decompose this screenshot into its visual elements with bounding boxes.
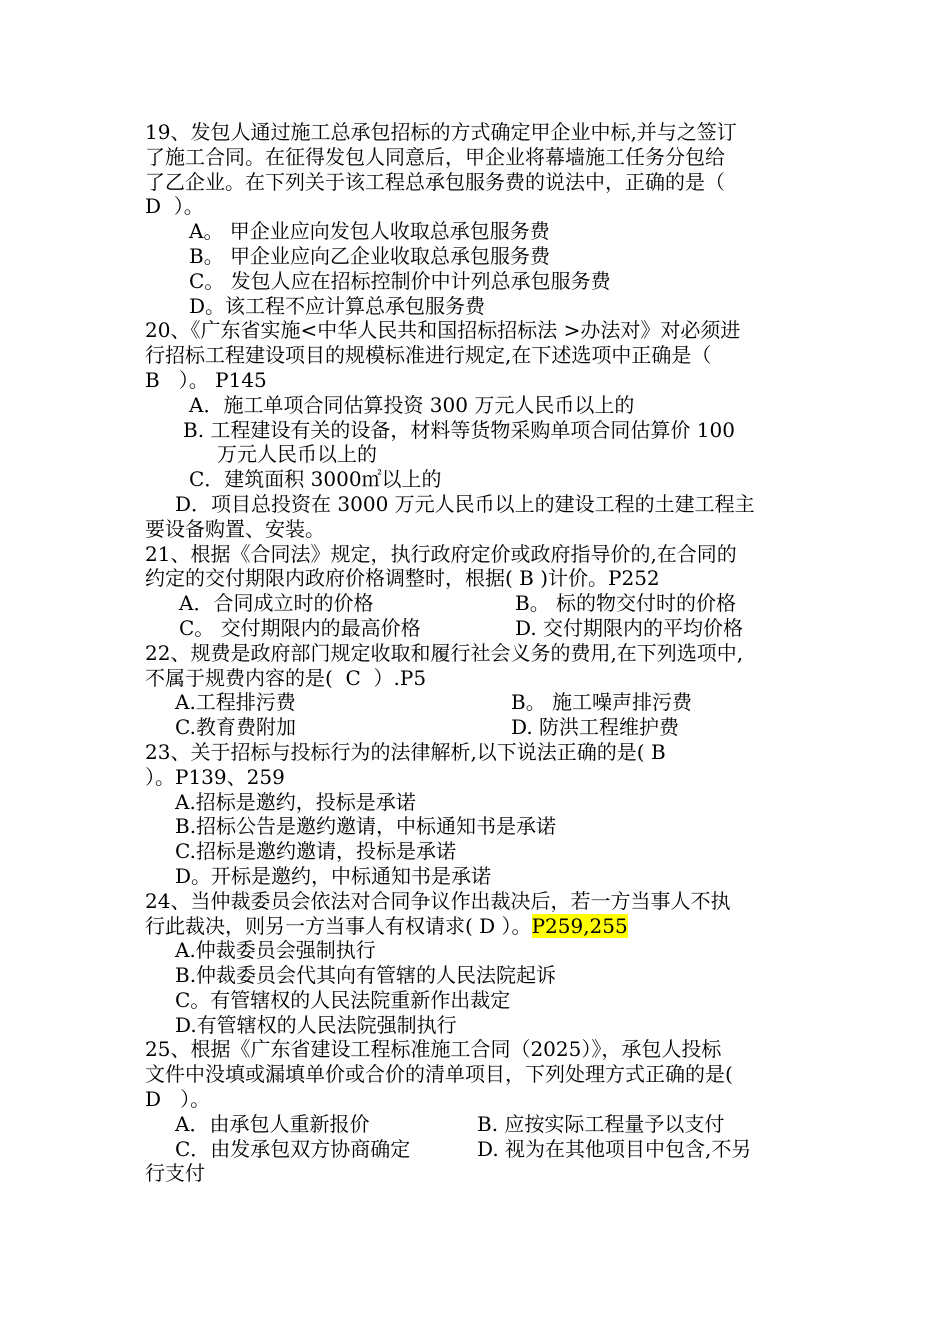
question-21 — [145, 542, 815, 641]
question-text: 24、当仲裁委员会依法对合同争议作出裁决后，若一方当事人不执 — [145, 888, 731, 913]
option-b: B. 应按实际工程量予以支付 — [477, 1111, 725, 1136]
option-a: A．由承包人重新报价 — [175, 1111, 370, 1136]
question-text: 20、《广东省实施<中华人民共和国招标招标法 >办法对》对必须进 — [145, 318, 741, 343]
question-text: 22、规费是政府部门规定收取和履行社会义务的费用,在下列选项中, — [145, 640, 744, 665]
options-row — [145, 616, 815, 641]
option-d: D. 视为在其他项目中包含,不另 — [477, 1136, 752, 1161]
option-c: C.教育费附加 — [175, 715, 296, 740]
highlighted-page-ref: P259,255 — [531, 913, 628, 938]
options-row — [145, 591, 815, 616]
option-d-continued: 要设备购置、安装。 — [145, 516, 325, 541]
question-19 — [145, 120, 815, 318]
question-23 — [145, 740, 815, 889]
question-20 — [145, 318, 815, 541]
question-text-main: 行此裁决，则另一方当事人有权请求( D ）。 — [145, 913, 532, 938]
option-c: C。有管辖权的人民法院重新作出裁定 — [175, 987, 511, 1012]
option-c: C．建筑面积 3000㎡以上的 — [189, 467, 442, 492]
question-24 — [145, 889, 815, 1038]
option-d: D. 防洪工程维护费 — [511, 715, 680, 740]
question-text: 了施工合同。在征得发包人同意后，甲企业将幕墙施工任务分包给 — [145, 144, 725, 169]
option-b: B。 施工噪声排污费 — [511, 690, 693, 715]
option-a: A。 甲企业应向发包人收取总承包服务费 — [189, 219, 550, 244]
option-c: C.招标是邀约邀请，投标是承诺 — [175, 839, 456, 864]
option-d: D．项目总投资在 3000 万元人民币以上的建设工程的土建工程主 — [175, 491, 755, 516]
question-text: D ）。 — [145, 194, 204, 219]
option-b: B. 工程建设有关的设备，材料等货物采购单项合同估算价 100 — [183, 417, 735, 442]
option-d: D。该工程不应计算总承包服务费 — [189, 293, 486, 318]
option-d: D. 交付期限内的平均价格 — [515, 615, 744, 640]
option-a: A．施工单项合同估算投资 300 万元人民币以上的 — [189, 392, 635, 417]
option-c: C。 发包人应在招标控制价中计列总承包服务费 — [189, 268, 611, 293]
question-25 — [145, 1037, 815, 1186]
option-b: B.招标公告是邀约邀请，中标通知书是承诺 — [175, 814, 557, 839]
question-text: D ）。 — [145, 1087, 211, 1112]
option-c: C。 交付期限内的最高价格 — [179, 615, 421, 640]
options-row — [145, 715, 815, 740]
question-text — [145, 914, 815, 939]
option-c: C．由发承包双方协商确定 — [175, 1136, 411, 1161]
options-row — [145, 1112, 815, 1137]
question-22 — [145, 641, 815, 740]
option-b: B.仲裁委员会代其向有管辖的人民法院起诉 — [175, 963, 557, 988]
question-text: 文件中没填或漏填单价或合价的清单项目，下列处理方式正确的是( — [145, 1062, 733, 1087]
question-text: 25、根据《广东省建设工程标准施工合同（2025）》，承包人投标 — [145, 1037, 722, 1062]
option-a: A.工程排污费 — [175, 690, 296, 715]
question-text: B ）。 P145 — [145, 367, 267, 392]
option-a: A.招标是邀约，投标是承诺 — [175, 789, 416, 814]
question-text: 21、根据《合同法》规定，执行政府定价或政府指导价的,在合同的 — [145, 541, 737, 566]
option-b-continued: 万元人民币以上的 — [217, 442, 377, 467]
question-text: 了乙企业。在下列关于该工程总承包服务费的说法中，正确的是（ — [145, 169, 725, 194]
option-a: A．合同成立时的价格 — [179, 591, 374, 616]
document-page — [145, 120, 815, 1186]
question-text: 23、关于招标与投标行为的法律解析,以下说法正确的是( B — [145, 739, 666, 764]
question-text: 19、发包人通过施工总承包招标的方式确定甲企业中标,并与之签订 — [145, 120, 737, 144]
option-d-continued: 行支付 — [145, 1161, 205, 1186]
options-row — [145, 690, 815, 715]
option-b: B。 标的物交付时的价格 — [515, 591, 737, 616]
question-text: 约定的交付期限内政府价格调整时，根据( B )计价。P252 — [145, 566, 660, 591]
option-d: D.有管辖权的人民法院强制执行 — [175, 1012, 457, 1037]
options-row — [145, 1137, 815, 1162]
option-b: B。 甲企业应向乙企业收取总承包服务费 — [189, 243, 551, 268]
question-text: ）。P139、259 — [145, 764, 285, 789]
question-text: 行招标工程建设项目的规模标准进行规定,在下述选项中正确是（ — [145, 343, 712, 368]
option-a: A.仲裁委员会强制执行 — [175, 938, 376, 963]
question-text: 不属于规费内容的是( C ）.P5 — [145, 665, 427, 690]
option-d: D。开标是邀约，中标通知书是承诺 — [175, 863, 492, 888]
